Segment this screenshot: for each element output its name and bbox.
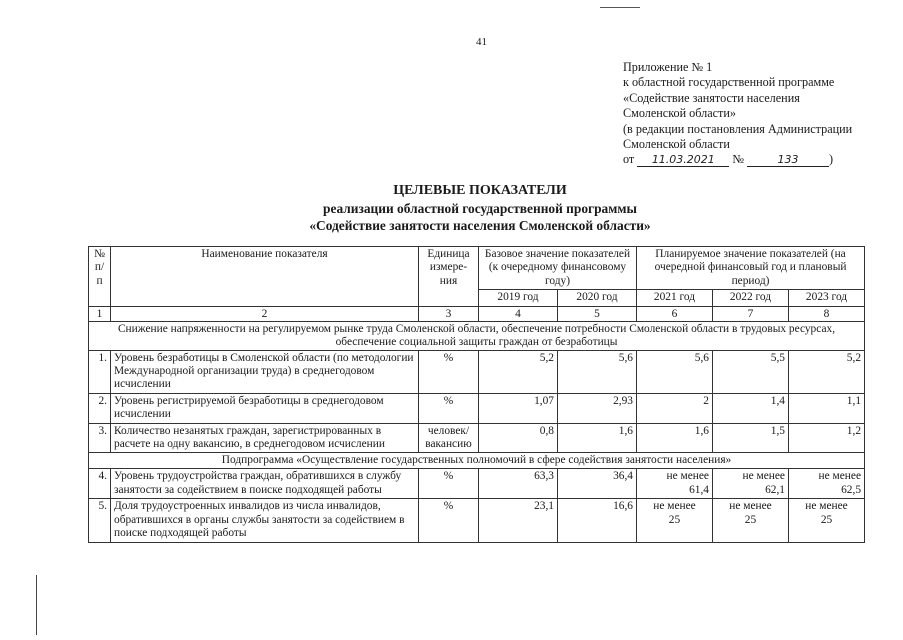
table-row xyxy=(89,350,865,393)
value-prefix: не менее xyxy=(805,500,848,513)
row-value-cell xyxy=(637,469,713,499)
column-number: 7 xyxy=(713,306,789,321)
title-line-1: ЦЕЛЕВЫЕ ПОКАЗАТЕЛИ xyxy=(393,183,567,198)
row-value-cell xyxy=(713,499,789,542)
row-num: 3. xyxy=(89,423,111,453)
row-name: Уровень безработицы в Смоленской области (по методологии Международной организации труда) в среднегодовом исчислении xyxy=(111,350,419,393)
header-name: Наименование показателя xyxy=(111,247,419,307)
section-row xyxy=(89,453,865,469)
row-value: 0,8 xyxy=(479,423,558,453)
row-value: 5,5 xyxy=(713,350,789,393)
row-value: 23,1 xyxy=(479,499,558,542)
row-value: 63,3 xyxy=(479,469,558,499)
row-value: 2 xyxy=(637,393,713,423)
row-value: 1,2 xyxy=(789,423,865,453)
handwritten-date: 11.03.2021 xyxy=(637,153,729,167)
header-year: 2020 год xyxy=(558,290,637,306)
header-year: 2021 год xyxy=(637,290,713,306)
column-number: 6 xyxy=(637,306,713,321)
row-value: 5,2 xyxy=(789,350,865,393)
row-value: 36,4 xyxy=(558,469,637,499)
row-value: 62,5 xyxy=(841,483,862,496)
row-num: 1. xyxy=(89,350,111,393)
section-title: Снижение напряженности на регулируемом рынке труда Смоленской области, обеспечение потребности Смоленской области в трудовых ресурсах, обеспечение социальной защиты граждан от безработицы xyxy=(89,321,865,350)
table-row xyxy=(89,469,865,499)
value-prefix: не менее xyxy=(729,500,772,513)
header-year: 2022 год xyxy=(713,290,789,306)
row-value-cell xyxy=(789,469,865,499)
column-number: 5 xyxy=(558,306,637,321)
row-unit: % xyxy=(419,350,479,393)
column-number: 2 xyxy=(111,306,419,321)
column-number: 3 xyxy=(419,306,479,321)
top-rule xyxy=(600,7,640,8)
title-line-2: реализации областной государственной программы xyxy=(323,200,637,216)
row-unit: % xyxy=(419,393,479,423)
approval-line: к областной государственной программе xyxy=(623,75,835,90)
row-name: Уровень регистрируемой безработицы в среднегодовом исчислении xyxy=(111,393,419,423)
table-row xyxy=(89,499,865,542)
row-unit: % xyxy=(419,469,479,499)
column-number: 1 xyxy=(89,306,111,321)
row-value-cell xyxy=(713,469,789,499)
row-value: 62,1 xyxy=(765,483,785,496)
row-value: 1,6 xyxy=(637,423,713,453)
value-prefix: не менее xyxy=(653,500,696,513)
approval-line: «Содействие занятости населения xyxy=(623,90,800,105)
approval-line: Приложение № 1 xyxy=(623,60,713,74)
scan-margin-line xyxy=(36,575,37,635)
from-label: от xyxy=(623,152,635,167)
row-unit: % xyxy=(419,499,479,542)
header-unit: Единица измере-ния xyxy=(419,247,479,307)
row-name: Уровень трудоустройства граждан, обратившихся в службу занятости за содействием в поиске подходящей работы xyxy=(111,469,419,499)
value-prefix: не менее xyxy=(818,470,862,483)
row-num: 2. xyxy=(89,393,111,423)
column-number: 4 xyxy=(479,306,558,321)
row-num: 5. xyxy=(89,499,111,542)
header-planned: Планируемое значение показателей (на очередной финансовый год и плановый период) xyxy=(637,247,865,290)
row-value: 2,93 xyxy=(558,393,637,423)
row-value: 1,6 xyxy=(558,423,637,453)
table-row xyxy=(89,393,865,423)
header-year: 2023 год xyxy=(789,290,865,306)
table-row xyxy=(89,423,865,453)
indicators-table xyxy=(88,246,865,543)
row-value: 61,4 xyxy=(689,483,709,496)
page-number: 41 xyxy=(476,36,487,48)
row-name: Доля трудоустроенных инвалидов из числа инвалидов, обратившихся в органы службы занятости за содействием в поиске подходящей работы xyxy=(111,499,419,542)
row-value: 5,6 xyxy=(637,350,713,393)
approval-block xyxy=(623,60,893,168)
row-num: 4. xyxy=(89,469,111,499)
close-paren: ) xyxy=(829,152,834,167)
header-row xyxy=(89,247,865,290)
value-prefix: не менее xyxy=(742,470,785,483)
title-line-3: «Содействие занятости населения Смоленской области» xyxy=(309,218,651,233)
row-value: 1,07 xyxy=(479,393,558,423)
column-numbers-row xyxy=(89,306,865,321)
header-year: 2019 год xyxy=(479,290,558,306)
document-title xyxy=(100,182,860,235)
approval-date-line xyxy=(623,152,893,167)
approval-line: Смоленской области» xyxy=(623,106,736,121)
row-value: 5,2 xyxy=(479,350,558,393)
column-number: 8 xyxy=(789,306,865,321)
row-value: 25 xyxy=(668,513,681,526)
section-title: Подпрограмма «Осуществление государственных полномочий в сфере содействия занятости населения» xyxy=(89,453,865,469)
row-value: 1,5 xyxy=(713,423,789,453)
handwritten-number: 133 xyxy=(747,153,829,167)
row-value: 5,6 xyxy=(558,350,637,393)
row-value-cell xyxy=(789,499,865,542)
row-name: Количество незанятых граждан, зарегистрированных в расчете на одну вакансию, в среднегодовом исчислении xyxy=(111,423,419,453)
approval-line: Смоленской области xyxy=(623,137,730,152)
row-unit: человек/ вакансию xyxy=(419,423,479,453)
header-base: Базовое значение показателей (к очередному финансовому году) xyxy=(479,247,637,290)
row-value-cell xyxy=(637,499,713,542)
section-row xyxy=(89,321,865,350)
value-prefix: не менее xyxy=(666,470,709,483)
row-value: 1,1 xyxy=(789,393,865,423)
header-num: № п/п xyxy=(89,247,111,307)
approval-line: (в редакции постановления Администрации xyxy=(623,121,853,136)
row-value: 1,4 xyxy=(713,393,789,423)
number-label: № xyxy=(732,152,744,167)
row-value: 16,6 xyxy=(558,499,637,542)
row-value: 25 xyxy=(820,513,833,526)
row-value: 25 xyxy=(744,513,757,526)
